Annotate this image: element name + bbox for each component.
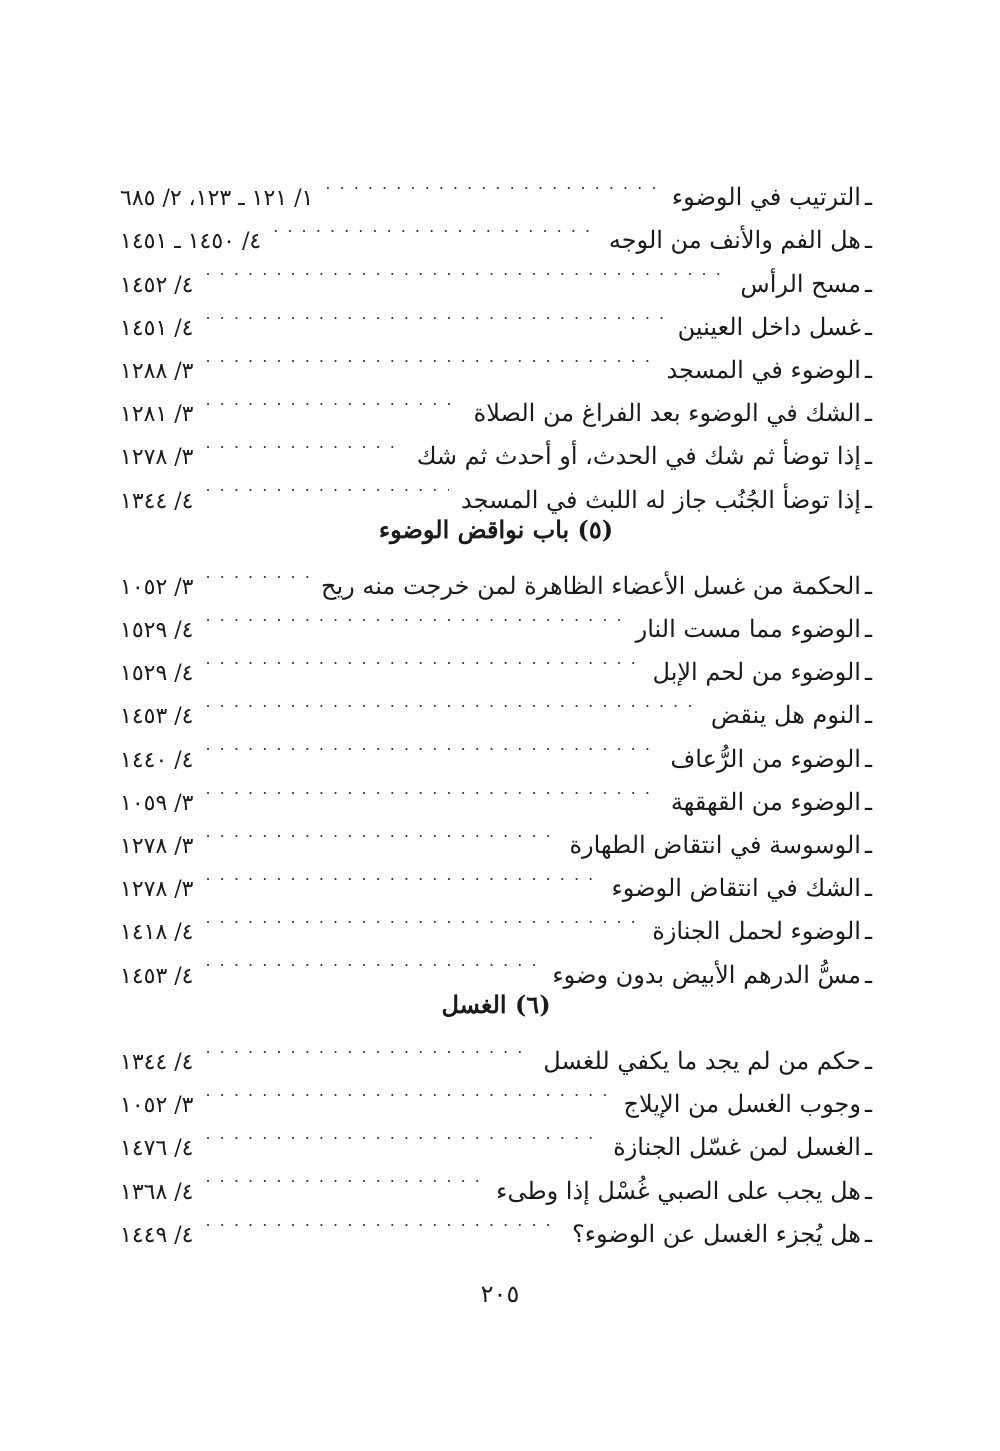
dot-leader <box>206 292 666 335</box>
dot-leader <box>206 939 541 982</box>
entry-marker: ـ <box>864 399 872 428</box>
entry-marker: ـ <box>864 658 872 687</box>
entry-topic: إذا توضأ ثم شك في الحدث، أو أحدث ثم شك <box>416 442 861 471</box>
entry-marker: ـ <box>864 442 872 471</box>
entry-marker: ـ <box>864 1176 872 1205</box>
entry-reference: ٤/ ١٤٥٢ <box>120 272 194 298</box>
entry-marker: ـ <box>864 1219 872 1248</box>
entry-reference: ٣/ ١٠٥٢ <box>120 574 194 600</box>
entry-topic: هل يجب على الصبي غُسْل إذا وطىء <box>496 1176 861 1205</box>
section-heading: (٥) باب نواقض الوضوء <box>378 514 614 544</box>
entry-marker: ـ <box>864 744 872 773</box>
entry-reference: ٤/ ١٣٤٤ <box>120 1049 194 1075</box>
dot-leader <box>273 205 597 248</box>
entry-marker: ـ <box>864 226 872 255</box>
entry-marker: ـ <box>864 269 872 298</box>
entry-topic: النوم هل ينقض <box>710 701 861 730</box>
entry-topic: الترتيب في الوضوء <box>671 183 861 212</box>
entry-reference: ٣/ ١٢٧٨ <box>120 445 194 471</box>
dot-leader <box>206 551 310 594</box>
entry-marker: ـ <box>864 571 872 600</box>
entry-reference: ٤/ ١٤٧٦ <box>120 1136 194 1162</box>
entry-marker: ـ <box>864 831 872 859</box>
entry-marker: ـ <box>864 312 872 341</box>
entry-marker: ـ <box>864 874 872 903</box>
dot-leader <box>206 1112 602 1155</box>
entry-topic: هل يُجزء الغسل عن الوضوء؟ <box>572 1219 861 1248</box>
entry-reference: ٤/ ١٣٤٤ <box>120 488 194 514</box>
entry-reference: ٤/ ١٤٤٠ <box>120 747 194 773</box>
dot-leader <box>206 853 600 896</box>
entry-reference: ١/ ١٢١ ـ ١٢٣، ٢/ ٦٨٥ <box>120 186 314 212</box>
index-entry <box>120 162 872 212</box>
entry-reference: ٣/ ١٢٧٨ <box>120 877 194 903</box>
entry-topic: الوسوسة في انتقاض الطهارة <box>569 831 861 859</box>
dot-leader <box>206 421 405 464</box>
index-entry <box>120 1026 872 1075</box>
dot-leader <box>206 378 462 421</box>
entry-marker: ـ <box>864 355 872 384</box>
entry-marker: ـ <box>864 1133 872 1162</box>
dot-leader <box>206 248 729 291</box>
entry-topic: الشك في انتقاض الوضوء <box>611 874 861 903</box>
section-heading: (٦) الغسل <box>441 989 551 1019</box>
topic-index <box>120 162 872 1248</box>
entry-reference: ٤/ ١٤٥٣ <box>120 704 194 730</box>
entry-marker: ـ <box>864 615 872 644</box>
entry-reference: ٣/ ١٢٧٨ <box>120 834 194 859</box>
entry-reference: ٤/ ١٤٥١ <box>120 315 194 341</box>
entry-marker: ـ <box>864 183 872 212</box>
entry-topic: مسُّ الدرهم الأبيض بدون وضوء <box>552 960 861 989</box>
entry-topic: الحكمة من غسل الأعضاء الظاهرة لمن خرجت منه ريح <box>321 571 861 600</box>
dot-leader <box>206 680 699 723</box>
dot-leader <box>206 464 450 507</box>
dot-leader <box>206 896 641 939</box>
dot-leader <box>206 1199 561 1242</box>
entry-marker: ـ <box>864 960 872 989</box>
entry-marker: ـ <box>864 1090 872 1119</box>
entry-marker: ـ <box>864 1046 872 1075</box>
entry-topic: مسح الرأس <box>740 269 861 298</box>
dot-leader <box>206 1026 532 1069</box>
entry-reference: ٤/ ١٥٢٩ <box>120 661 194 687</box>
entry-marker: ـ <box>864 485 872 514</box>
entry-topic: الغسل لمن غسّل الجنازة <box>613 1133 861 1162</box>
entry-topic: الوضوء لحمل الجنازة <box>652 917 861 946</box>
entry-topic: حكم من لم يجد ما يكفي للغسل <box>543 1046 861 1075</box>
dot-leader <box>206 594 624 637</box>
entry-reference: ٣/ ١٢٨٨ <box>120 358 194 384</box>
entry-topic: الوضوء مما مست النار <box>635 615 861 644</box>
dot-leader <box>206 723 659 766</box>
entry-reference: ٤/ ١٥٢٩ <box>120 618 194 644</box>
entry-topic: وجوب الغسل من الإيلاج <box>623 1090 861 1119</box>
dot-leader <box>206 810 558 853</box>
entry-topic: الشك في الوضوء بعد الفراغ من الصلاة <box>473 399 861 428</box>
dot-leader <box>206 767 659 810</box>
entry-reference: ٤/ ١٤٤٩ <box>120 1222 194 1248</box>
entry-reference: ٣/ ١٠٥٩ <box>120 790 194 816</box>
entry-reference: ٣/ ١٠٥٢ <box>120 1093 194 1119</box>
dot-leader <box>325 162 659 205</box>
dot-leader <box>206 335 655 378</box>
page-number: ٢٠٥ <box>480 1280 520 1308</box>
index-entry <box>120 551 872 600</box>
entry-topic: هل الفم والأنف من الوجه <box>608 226 861 255</box>
entry-reference: ٤/ ١٣٦٨ <box>120 1179 194 1205</box>
entry-topic: الوضوء من الرُّعاف <box>670 744 861 773</box>
entry-marker: ـ <box>864 917 872 946</box>
dot-leader <box>206 637 641 680</box>
entry-marker: ـ <box>864 701 872 730</box>
entry-topic: الوضوء في المسجد <box>666 355 861 384</box>
entry-topic: إذا توضأ الجُنُب جاز له اللبث في المسجد <box>461 485 861 514</box>
dot-leader <box>206 1069 612 1112</box>
entry-reference: ٤/ ١٤١٨ <box>120 920 194 946</box>
entry-reference: ٤/ ١٤٥٠ ـ ١٤٥١ <box>120 229 262 255</box>
entry-topic: غسل داخل العينين <box>677 312 861 341</box>
entry-reference: ٣/ ١٢٨١ <box>120 402 194 428</box>
entry-marker: ـ <box>864 787 872 816</box>
entry-topic: الوضوء من لحم الإبل <box>652 658 861 687</box>
dot-leader <box>206 1155 485 1198</box>
entry-topic: الوضوء من القهقهة <box>670 787 861 816</box>
entry-reference: ٤/ ١٤٥٣ <box>120 963 194 989</box>
